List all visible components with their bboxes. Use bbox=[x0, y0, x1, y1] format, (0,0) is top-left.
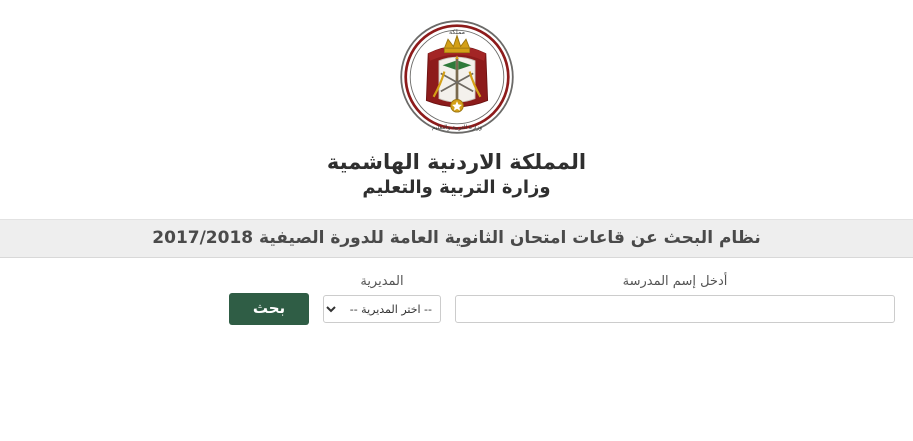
search-form-row bbox=[18, 274, 895, 325]
svg-text:ﻣﻤﻠﻜﺔ: ﻣﻤﻠﻜﺔ bbox=[448, 28, 465, 36]
country-title: المملكة الاردنية الهاشمية bbox=[326, 150, 587, 174]
directorate-field-group bbox=[323, 274, 441, 324]
search-button[interactable]: بحث bbox=[229, 293, 309, 325]
ministry-title: وزارة التربية والتعليم bbox=[362, 177, 551, 199]
ministry-title-block bbox=[0, 148, 913, 201]
system-banner-text: نظام البحث عن قاعات امتحان الثانوية العامة للدورة الصيفية 2017/2018 bbox=[152, 228, 761, 249]
page-header bbox=[0, 0, 913, 201]
system-banner bbox=[0, 219, 913, 258]
svg-text:وزارة التربية والتعليم: وزارة التربية والتعليم bbox=[431, 125, 482, 132]
directorate-select[interactable] bbox=[323, 295, 441, 323]
jordan-hashemite-coat-of-arms-icon bbox=[394, 14, 520, 140]
school-name-label: أدخل إسم المدرسة bbox=[622, 273, 728, 289]
school-name-field-group bbox=[455, 274, 895, 324]
search-form-area bbox=[0, 274, 913, 325]
directorate-label: المديرية bbox=[360, 273, 404, 289]
search-button-wrap bbox=[229, 274, 309, 325]
school-name-input[interactable] bbox=[455, 295, 895, 323]
